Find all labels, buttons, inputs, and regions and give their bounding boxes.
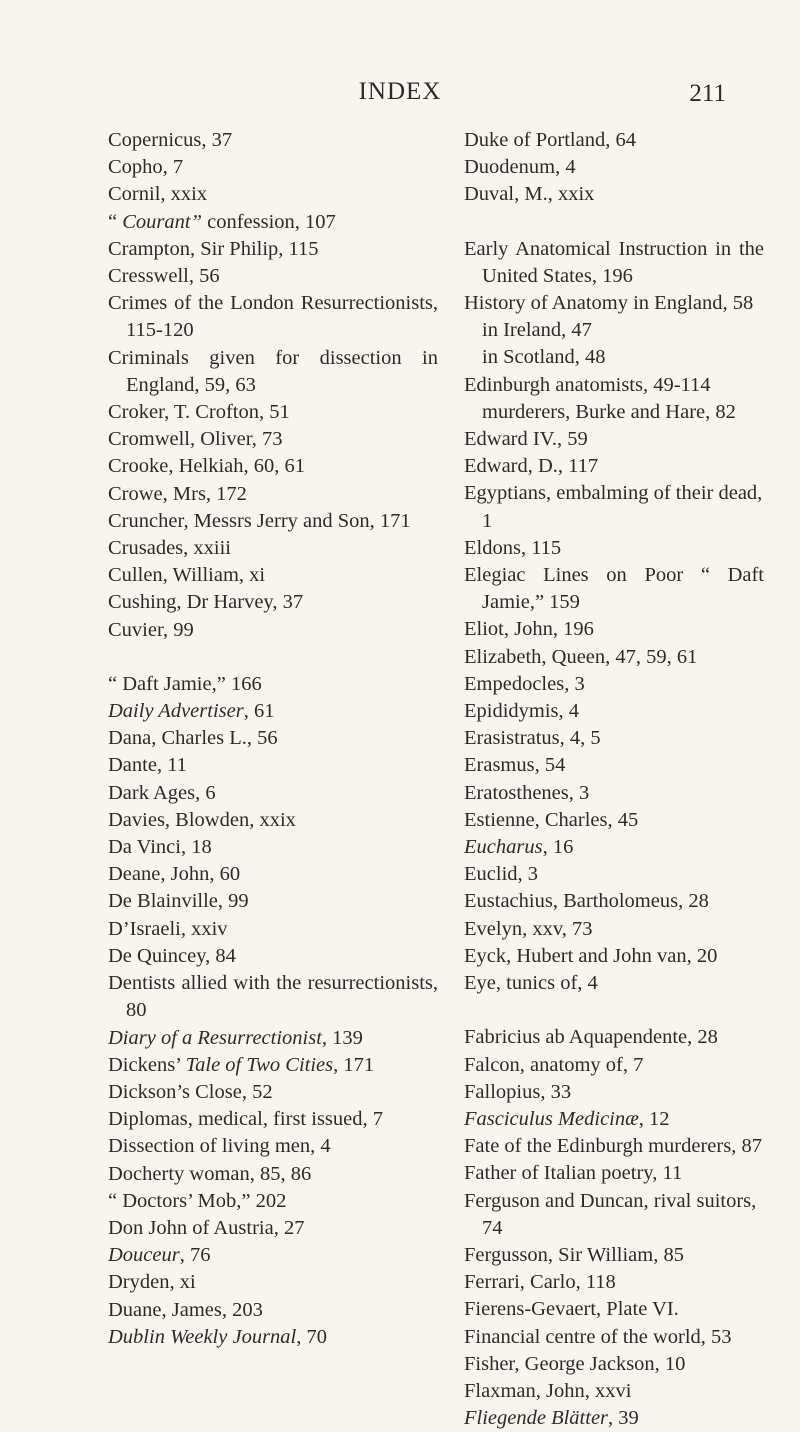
index-entry xyxy=(464,671,764,698)
index-entry xyxy=(108,535,438,562)
index-entry xyxy=(108,1215,438,1242)
entry-text: Cresswell, 56 xyxy=(108,265,220,288)
index-entry xyxy=(464,888,764,915)
entry-text: Duodenum, 4 xyxy=(464,156,576,179)
index-entry xyxy=(108,1133,438,1160)
index-entry xyxy=(108,154,438,181)
entry-text: Diplomas, medical, first issued, 7 xyxy=(108,1108,383,1131)
entry-text: , 139 xyxy=(321,1026,363,1049)
index-entry xyxy=(464,1351,764,1378)
index-entry xyxy=(464,616,764,643)
entry-text: “ xyxy=(108,210,123,233)
entry-text: , 39 xyxy=(608,1407,639,1430)
index-entry xyxy=(464,834,764,861)
page-number: 211 xyxy=(689,80,726,107)
entry-text: Elizabeth, Queen, 47, 59, 61 xyxy=(464,645,698,668)
italic-title: Fasciculus Medicinæ xyxy=(464,1107,639,1130)
entry-text: Flaxman, John, xxvi xyxy=(464,1379,632,1402)
entry-text: Copernicus, 37 xyxy=(108,129,233,151)
entry-text: Estienne, Charles, 45 xyxy=(464,808,639,831)
italic-title: Tale of Two Cities xyxy=(185,1053,334,1076)
index-entry xyxy=(464,698,764,725)
entry-text: Deane, John, 60 xyxy=(108,863,241,886)
italic-title: Douceur xyxy=(108,1244,180,1267)
index-entry xyxy=(108,1269,438,1296)
entry-text: Dryden, xi xyxy=(108,1271,196,1294)
index-entry xyxy=(464,480,764,534)
index-entry xyxy=(464,1242,764,1269)
entry-text: Euclid, 3 xyxy=(464,863,539,886)
index-entry xyxy=(464,344,764,371)
entry-text: Epididymis, 4 xyxy=(464,700,580,723)
entry-text: Cushing, Dr Harvey, 37 xyxy=(108,591,304,614)
entry-text: Cromwell, Oliver, 73 xyxy=(108,428,283,451)
entry-text: Fabricius ab Aquapendente, 28 xyxy=(464,1026,718,1049)
entry-text: Docherty woman, 85, 86 xyxy=(108,1162,312,1185)
index-entry xyxy=(464,1106,764,1133)
index-entry xyxy=(108,1079,438,1106)
index-entry xyxy=(464,970,764,997)
entry-text: Crowe, Mrs, 172 xyxy=(108,482,247,505)
entry-text: Dissection of living men, 4 xyxy=(108,1135,331,1158)
index-entry xyxy=(108,1242,438,1269)
entry-text: Fierens-Gevaert, Plate VI. xyxy=(464,1298,679,1321)
index-entry xyxy=(464,453,764,480)
entry-text: Da Vinci, 18 xyxy=(108,836,212,859)
index-entry xyxy=(108,209,438,236)
italic-title: Daily Advertiser xyxy=(108,700,244,723)
index-entry xyxy=(464,1324,764,1351)
entry-text: Dana, Charles L., 56 xyxy=(108,727,278,750)
index-entry xyxy=(108,725,438,752)
index-entry xyxy=(464,1269,764,1296)
entry-text: , 70 xyxy=(296,1325,328,1348)
index-entry xyxy=(108,345,438,399)
index-entry xyxy=(108,698,438,725)
entry-text: confession, 107 xyxy=(201,210,336,233)
index-column-left xyxy=(108,127,438,1351)
italic-title: Dublin Weekly Journal xyxy=(108,1325,297,1348)
index-entry xyxy=(464,1160,764,1187)
index-entry xyxy=(464,317,764,344)
index-entry xyxy=(108,562,438,589)
index-entry xyxy=(464,644,764,671)
index-entry xyxy=(108,181,438,208)
index-entry xyxy=(108,1188,438,1215)
index-entry xyxy=(464,1188,764,1242)
index-entry xyxy=(464,780,764,807)
entry-text: , 16 xyxy=(542,836,574,859)
entry-text: Egyptians, embalming of their dead, 1 xyxy=(464,482,763,532)
index-entry xyxy=(464,1296,764,1323)
index-entry xyxy=(464,290,764,317)
entry-text: Fate of the Edinburgh murderers, 87 xyxy=(464,1135,762,1158)
entry-text: Dentists allied with the resurrectionists, 80 xyxy=(108,972,438,1022)
entry-text: Dante, 11 xyxy=(108,754,187,777)
entry-text: Cruncher, Messrs Jerry and Son, 171 xyxy=(108,509,411,532)
entry-text: Ferguson and Duncan, rival suitors, 74 xyxy=(464,1189,757,1239)
index-entry xyxy=(464,1079,764,1106)
italic-title: Diary of a Resurrectionist xyxy=(108,1026,322,1049)
entry-text: Empedocles, 3 xyxy=(464,672,585,695)
entry-text: Crooke, Helkiah, 60, 61 xyxy=(108,455,305,478)
entry-text: Erasmus, 54 xyxy=(464,754,566,777)
entry-text: Early Anatomical Instruction in the United States, 196 xyxy=(464,237,764,287)
entry-text: Elegiac Lines on Poor “ Daft Jamie,” 159 xyxy=(464,564,764,614)
entry-text: Dickson’s Close, 52 xyxy=(108,1080,273,1103)
index-entry xyxy=(464,127,764,154)
index-entry xyxy=(464,1052,764,1079)
index-entry xyxy=(464,399,764,426)
index-entry xyxy=(108,453,438,480)
entry-text: Financial centre of the world, 53 xyxy=(464,1325,732,1348)
entry-text: Eyck, Hubert and John van, 20 xyxy=(464,944,718,967)
index-entry xyxy=(108,1297,438,1324)
entry-text: Duke of Portland, 64 xyxy=(464,129,636,151)
entry-text: Duane, James, 203 xyxy=(108,1298,263,1321)
index-entry xyxy=(464,372,764,399)
entry-text: Edward IV., 59 xyxy=(464,428,588,451)
entry-text: Fisher, George Jackson, 10 xyxy=(464,1352,686,1375)
entry-text: Crampton, Sir Philip, 115 xyxy=(108,237,319,260)
entry-text: Eustachius, Bartholomeus, 28 xyxy=(464,890,709,913)
index-entry xyxy=(464,1405,764,1432)
entry-text: Eye, tunics of, 4 xyxy=(464,972,598,995)
entry-text: Copho, 7 xyxy=(108,156,184,179)
index-entry xyxy=(108,481,438,508)
entry-text: Edward, D., 117 xyxy=(464,455,599,478)
entry-text: , 171 xyxy=(333,1053,375,1076)
italic-title: Eucharus xyxy=(464,836,543,859)
index-entry xyxy=(464,943,764,970)
entry-text: Eliot, John, 196 xyxy=(464,618,594,641)
index-entry xyxy=(108,127,438,154)
index-entry xyxy=(464,426,764,453)
index-entry xyxy=(464,154,764,181)
index-entry xyxy=(464,535,764,562)
entry-text: Fallopius, 33 xyxy=(464,1080,572,1103)
page-header xyxy=(0,78,800,112)
index-entry xyxy=(108,970,438,1024)
entry-text: Duval, M., xxix xyxy=(464,183,595,206)
entry-text: , 61 xyxy=(243,700,275,723)
italic-title: Fliegende Blätter xyxy=(464,1407,609,1430)
index-entry xyxy=(464,916,764,943)
entry-text: Eratosthenes, 3 xyxy=(464,781,590,804)
entry-text: Falcon, anatomy of, 7 xyxy=(464,1053,644,1076)
index-entry xyxy=(464,807,764,834)
index-entry xyxy=(108,834,438,861)
index-entry xyxy=(108,1052,438,1079)
entry-text: Cornil, xxix xyxy=(108,183,208,206)
entry-text: History of Anatomy in England, 58 xyxy=(464,292,754,315)
entry-text: Fergusson, Sir William, 85 xyxy=(464,1243,684,1266)
entry-text: D’Israeli, xxiv xyxy=(108,917,228,940)
entry-text: Davies, Blowden, xxix xyxy=(108,808,296,831)
index-entry xyxy=(464,861,764,888)
entry-text: Crusades, xxiii xyxy=(108,537,231,560)
entry-text: in Scotland, 48 xyxy=(482,346,606,369)
index-entry xyxy=(108,290,438,344)
index-entry xyxy=(464,1024,764,1051)
index-column-right xyxy=(464,127,764,1432)
index-entry xyxy=(108,589,438,616)
index-entry xyxy=(108,236,438,263)
entry-text: in Ireland, 47 xyxy=(482,319,592,342)
index-entry xyxy=(108,807,438,834)
entry-text: murderers, Burke and Hare, 82 xyxy=(482,400,736,423)
index-entry xyxy=(108,916,438,943)
entry-text: Croker, T. Crofton, 51 xyxy=(108,401,290,424)
entry-text: De Blainville, 99 xyxy=(108,890,249,913)
index-entry xyxy=(464,562,764,616)
index-entry xyxy=(464,1378,764,1405)
entry-text: “ Daft Jamie,” 166 xyxy=(108,672,262,695)
entry-text: Cuvier, 99 xyxy=(108,618,194,641)
index-entry xyxy=(108,1324,438,1351)
index-entry xyxy=(108,1106,438,1133)
entry-text: “ Doctors’ Mob,” 202 xyxy=(108,1189,287,1212)
page-title: INDEX xyxy=(358,78,442,105)
entry-text: Dickens’ xyxy=(108,1053,186,1076)
entry-text: Crimes of the London Resurrectionists, 115-120 xyxy=(108,292,438,342)
index-entry xyxy=(108,861,438,888)
index-entry xyxy=(108,263,438,290)
entry-text: Criminals given for dissection in England, 59, 63 xyxy=(108,346,438,396)
index-entry xyxy=(108,617,438,644)
entry-text: Evelyn, xxv, 73 xyxy=(464,917,593,940)
entry-text: Edinburgh anatomists, 49-114 xyxy=(464,373,711,396)
index-entry xyxy=(108,399,438,426)
index-entry xyxy=(108,508,438,535)
italic-title: Courant” xyxy=(122,210,202,233)
index-entry xyxy=(108,671,438,698)
entry-text: Eldons, 115 xyxy=(464,536,562,559)
index-entry xyxy=(108,888,438,915)
entry-text: De Quincey, 84 xyxy=(108,944,236,967)
entry-text: Ferrari, Carlo, 118 xyxy=(464,1271,616,1294)
entry-text: Dark Ages, 6 xyxy=(108,781,216,804)
index-entry xyxy=(108,426,438,453)
entry-text: , 76 xyxy=(179,1244,211,1267)
index-entry xyxy=(464,1133,764,1160)
index-entry xyxy=(108,943,438,970)
index-entry xyxy=(464,752,764,779)
index-entry xyxy=(464,725,764,752)
index-entry xyxy=(108,1025,438,1052)
entry-text: Erasistratus, 4, 5 xyxy=(464,727,601,750)
entry-text: , 12 xyxy=(638,1107,670,1130)
index-entry xyxy=(108,1161,438,1188)
entry-text: Cullen, William, xi xyxy=(108,564,266,587)
index-entry xyxy=(464,236,764,290)
index-entry xyxy=(464,181,764,208)
entry-text: Father of Italian poetry, 11 xyxy=(464,1162,683,1185)
index-entry xyxy=(108,780,438,807)
index-entry xyxy=(108,752,438,779)
entry-text: Don John of Austria, 27 xyxy=(108,1216,305,1239)
